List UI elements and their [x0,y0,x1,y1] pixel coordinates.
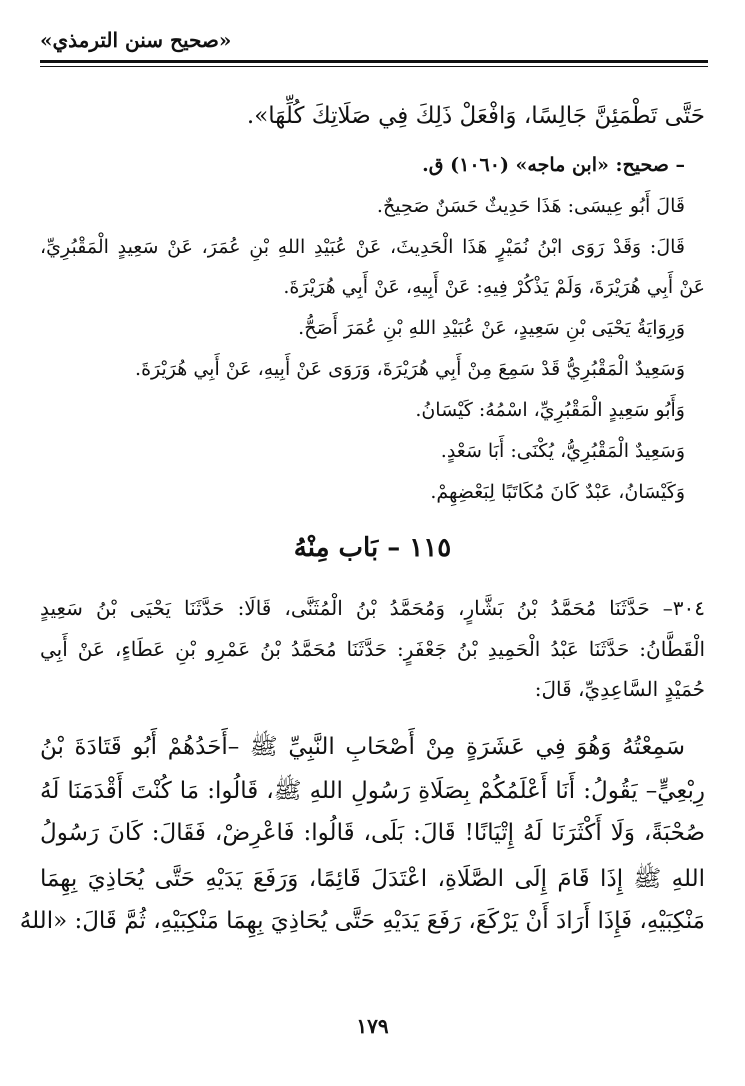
text-line: وَكَيْسَانُ، عَبْدٌ كَانَ مُكَاتَبًا لِبَعْضِهِمْ. [430,481,685,503]
grading-line: – صحيح: «ابن ماجه» (١٠٦٠) ق. [422,154,685,176]
matn-line: صُحْبَةً، وَلَا أَكْثَرَنَا لَهُ إِتْيَانًا! قَالَ: بَلَى، قَالُوا: فَاعْرِضْ، فَقَالَ: كَانَ رَسُولُ [40,820,705,846]
matn-line: رِبْعِيٍّ– يَقُولُ: أَنَا أَعْلَمُكُمْ بِصَلَاةِ رَسُولِ اللهِ ﷺ، قَالُوا: مَا كُنْتَ أَقْدَمَنَا لَهُ [40,778,705,804]
chapter-title: ١١٥ – بَاب مِنْهُ [293,533,452,563]
running-title: «صحيح سنن الترمذي» [40,28,232,52]
page-number: ١٧٩ [356,1014,389,1038]
isnad-line: حُمَيْدٍ السَّاعِدِيِّ، قَالَ: [534,677,705,701]
text-line: وَرِوَايَةُ يَحْيَى بْنِ سَعِيدٍ، عَنْ عُبَيْدِ اللهِ بْنِ عُمَرَ أَصَحُّ. [298,317,685,339]
text-line: قَالَ أَبُو عِيسَى: هَذَا حَدِيثٌ حَسَنٌ صَحِيحٌ. [376,195,685,217]
matn-line: سَمِعْتُهُ وَهُوَ فِي عَشَرَةٍ مِنْ أَصْحَابِ النَّبِيِّ ﷺ –أَحَدُهُمْ أَبُو قَتَادَةَ بْنُ [40,734,685,760]
text-line: حَتَّى تَطْمَئِنَّ جَالِسًا، وَافْعَلْ ذَلِكَ فِي صَلَاتِكَ كُلِّهَا». [246,103,705,129]
matn-line: مَنْكِبَيْهِ، فَإِذَا أَرَادَ أَنْ يَرْكَعَ، رَفَعَ يَدَيْهِ حَتَّى يُحَاذِيَ بِهِمَا مَنْكِبَيْهِ، ثُمَّ قَالَ: «اللهُ [19,908,705,934]
isnad-line: ٣٠٤– حَدَّثَنَا مُحَمَّدُ بْنُ بَشَّارٍ، وَمُحَمَّدُ بْنُ الْمُثَنَّى، قَالَا: حَدَّثَنَا يَحْيَى بْنُ سَعِيدٍ [40,596,705,620]
text-line: وَسَعِيدٌ الْمَقْبُرِيُّ قَدْ سَمِعَ مِنْ أَبِي هُرَيْرَةَ، وَرَوَى عَنْ أَبِيهِ، عَنْ أَبِي هُرَيْرَةَ. [135,358,685,380]
header-rule-thick [40,60,708,63]
isnad-line: الْقَطَّانُ: حَدَّثَنَا عَبْدُ الْحَمِيدِ بْنُ جَعْفَرٍ: حَدَّثَنَا مُحَمَّدُ بْنُ عَمْرِو بْنِ عَطَاءٍ، عَنْ أَبِي [40,637,706,661]
text-line: عَنْ أَبِي هُرَيْرَةَ، وَلَمْ يَذْكُرْ فِيهِ: عَنْ أَبِيهِ، عَنْ أَبِي هُرَيْرَةَ. [283,276,705,298]
matn-line: اللهِ ﷺ إِذَا قَامَ إِلَى الصَّلَاةِ، اعْتَدَلَ قَائِمًا، وَرَفَعَ يَدَيْهِ حَتَّى يُحَاذِيَ بِهِمَا [40,866,705,892]
header-rule-thin [40,66,708,67]
text-line: وَسَعِيدٌ الْمَقْبُرِيُّ، يُكْنَى: أَبَا سَعْدٍ. [440,440,685,462]
text-line: قَالَ: وَقَدْ رَوَى ابْنُ نُمَيْرٍ هَذَا الْحَدِيثَ، عَنْ عُبَيْدِ اللهِ بْنِ عُمَرَ، عَنْ سَعِيدٍ الْمَقْبُرِيِّ، [40,236,685,258]
text-line: وَأَبُو سَعِيدٍ الْمَقْبُرِيِّ، اسْمُهُ: كَيْسَانُ. [415,399,685,421]
